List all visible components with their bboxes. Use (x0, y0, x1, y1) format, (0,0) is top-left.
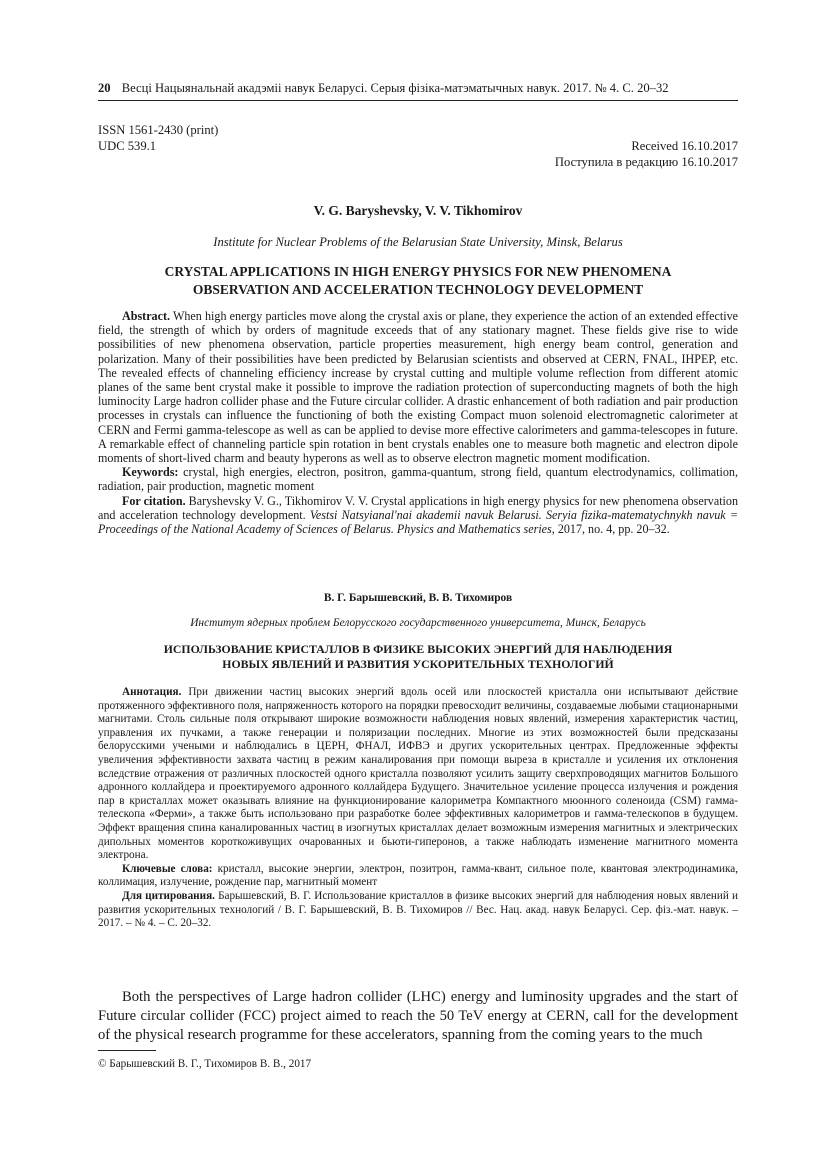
issn: ISSN 1561-2430 (print) (98, 123, 219, 137)
copyright-footnote: © Барышевский В. Г., Тихомиров В. В., 2017 (98, 1058, 312, 1070)
citation-ru (98, 890, 738, 931)
abstract-ru-block (98, 686, 738, 931)
affiliation-en: Institute for Nuclear Problems of the Belarusian State University, Minsk, Belarus (213, 235, 623, 249)
footnote-rule (98, 1050, 156, 1051)
citation-en-journal: Vestsi Natsyianal'nai akademii navuk Belarusi. Seryia fizika-matematychnykh navuk = Proceedings of the National Academy of Sciences of Belarus. Physics and Mathematics series (98, 507, 738, 537)
abstract-en-label: Abstract. (122, 309, 171, 323)
title-ru-line2: НОВЫХ ЯВЛЕНИЙ И РАЗВИТИЯ УСКОРИТЕЛЬНЫХ ТЕХНОЛОГИЙ (222, 657, 614, 671)
received-dates (555, 138, 738, 170)
authors-en: V. G. Baryshevsky, V. V. Tikhomirov (313, 203, 523, 218)
keywords-ru-label: Ключевые слова: (122, 862, 213, 875)
publication-ids (98, 122, 218, 154)
body-text (98, 988, 738, 1045)
affiliation-ru: Институт ядерных проблем Белорусского государственного университета, Минск, Беларусь (190, 617, 646, 629)
page-number: 20 (98, 81, 111, 95)
keywords-ru (98, 863, 738, 890)
citation-en (98, 494, 738, 537)
udc: UDC 539.1 (98, 139, 157, 153)
title-en-line2: OBSERVATION AND ACCELERATION TECHNOLOGY DEVELOPMENT (192, 282, 644, 297)
keywords-en (98, 465, 738, 493)
keywords-en-text: crystal, high energies, electron, positron, gamma-quantum, strong field, quantum electrodynamics, collimation, radiation, pair production, magnetic moment (98, 465, 739, 494)
abstract-en-text: When high energy particles move along the crystal axis or plane, they experience the action of an extended effective field, the strength of which by orders of magnitude exceeds that of any stationary magnet. These fields give rise to wide possibilities of new phenomena observation, particle properties measurement, high energy beam control, generation and polarization. Many of their possibilities have been predicted by Belarusian scientists and observed at CERN, FNAL, IHPEP, etc. The revealed effects of channeling efficiency increase by crystal cutting and multiple volume reflection from different atomic planes of the same bent crystal make it possible to improve the radiation protection of superconducting magnets of both the high luminocity Large hadron collider phase and the Future circular collider. A drastic enhancement of both radiation and pair production processes in crystals can influence the functioning of both the existing Compact muon solenoid electromagnetic calorimeter at CERN and Fermi gamma-telescope as well as can be applied to devise more effective calorimeters and gamma-telescopes in future. A remarkable effect of channeling particle spin rotation in bent crystals enables one to measure both magnetic and electron dipole moments of short-lived charm and beauty hyperons as well as to observe electron magnetic moment modification. (98, 309, 738, 466)
title-en-line1: CRYSTAL APPLICATIONS IN HIGH ENERGY PHYSICS FOR NEW PHENOMENA (164, 264, 672, 279)
received-en: Received 16.10.2017 (631, 139, 738, 153)
received-ru: Поступила в редакцию 16.10.2017 (554, 155, 738, 169)
citation-ru-label: Для цитирования. (122, 889, 215, 902)
citation-en-label: For citation. (122, 493, 186, 508)
body-paragraph: Both the perspectives of Large hadron collider (LHC) energy and luminosity upgrades and the start of Future circular collider (FCC) project aimed to reach the 50 TeV energy at CERN, call for the development of the physical research programme for these accelerators, spanning from the coming years to the much (98, 989, 738, 1043)
abstract-ru-label: Аннотация. (122, 686, 182, 698)
keywords-en-label: Keywords: (122, 465, 179, 480)
paper-title-ru (98, 642, 738, 672)
abstract-ru-text: При движении частиц высоких энергий вдоль осей или плоскостей кристалла они испытывают действие протяженного эффективного поля, напряженность которого на порядки превосходит величины, создаваемые любыми стационарными магнитами. Столь сильные поля открывают широкие возможности наблюдения новых явлений, измерения характеристик частиц, управления их пучками, а также генерации и поляризации последних. Многие из этих возможностей были предсказаны белорусскими учеными и наблюдались в ЦЕРН, ФНАЛ, ИФВЭ и других ускорительных центрах. Предложенные эффекты увеличения эффективности захвата частиц в режим каналирования при помощи выреза в кристалле и усиления их отклонения вследствие отражения от различных плоскостей одного кристалла позволяют усилить защиту сверхпроводящих магнитов Большого адронного коллайдера и проектируемого адронного коллайдера Будущего. Значительное усиление процесса излучения и рождения пар в кристаллах может оказывать влияние на функционирование калориметра Компактного мюонного соленоида (CSM) гамма-телескопа «Ферми», а также быть использовано при разработке более эффективных калориметров и гамма-телескопов в будущем. Эффект вращения спина каналированных частиц в изогнутых кристаллах делает возможным измерения магнитных и электрических дипольных моментов короткоживущих очарованных и бьюти-гиперонов, а также наблюдать изменение магнитного момента электрона. (98, 686, 738, 862)
running-header (98, 80, 738, 101)
keywords-ru-text: кристалл, высокие энергии, электрон, позитрон, гамма-квант, сильное поле, квантовая электродинамика, коллимация, излучение, рождение пар, магнитный момент (98, 862, 738, 889)
abstract-en (98, 309, 738, 465)
abstract-en-block (98, 309, 738, 536)
citation-en-tail: , 2017, no. 4, pp. 20–32. (551, 522, 670, 537)
paper-title-en (98, 263, 738, 299)
journal-line: Весці Нацыянальнай акадэміі навук Беларусі. Серыя фізіка-матэматычных навук. 2017. № 4. С. 20–32 (121, 81, 669, 95)
abstract-ru (98, 686, 738, 863)
citation-en-plain: Baryshevsky V. G., Tikhomirov V. V. Crystal applications in high energy physics for new phenomena observation and acceleration technology development. (98, 493, 739, 522)
authors-ru: В. Г. Барышевский, В. В. Тихомиров (323, 592, 513, 604)
title-ru-line1: ИСПОЛЬЗОВАНИЕ КРИСТАЛЛОВ В ФИЗИКЕ ВЫСОКИХ ЭНЕРГИЙ ДЛЯ НАБЛЮДЕНИЯ (163, 642, 673, 656)
citation-ru-text: Барышевский, В. Г. Использование кристаллов в физике высоких энергий для наблюдения новых явлений и развития ускорительных технологий / В. Г. Барышевский, В. В. Тихомиров // Вес. Нац. акад. навук Беларусі. Сер. фіз.-мат. навук. – 2017. – № 4. – С. 20–32. (98, 889, 738, 930)
